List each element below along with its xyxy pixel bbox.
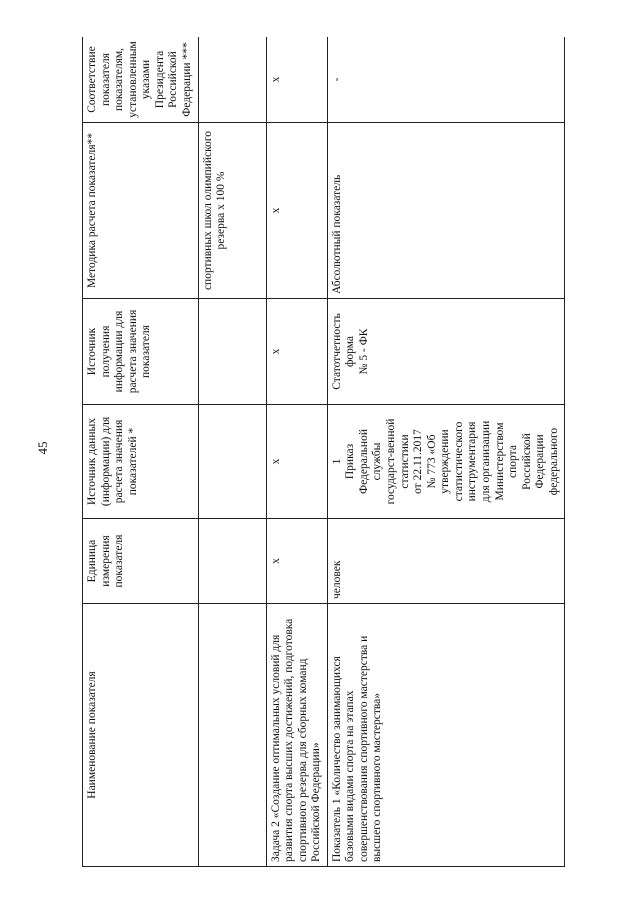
data-source-line: службы	[371, 442, 384, 481]
data-source-line: статистического	[452, 421, 465, 502]
data-source-line: Федерации	[534, 434, 547, 489]
data-source-line: статистики	[398, 434, 411, 489]
table-cell	[198, 604, 266, 867]
table-cell	[198, 405, 266, 519]
indicator-unit-cell: человек	[327, 519, 565, 604]
task-compliance-cell: х	[266, 37, 327, 123]
table-cell	[198, 299, 266, 405]
table-header-row	[83, 37, 199, 867]
info-source-line: форма	[344, 335, 357, 368]
data-source-line: № 773 «Об	[425, 434, 438, 489]
data-source-line: Приказ	[344, 443, 357, 480]
table-cell	[198, 37, 266, 123]
indicator-data-source-cell	[327, 405, 565, 519]
rotated-table-container	[82, 37, 588, 867]
data-source-line: спорта	[507, 445, 520, 478]
data-source-line: федерального	[547, 427, 560, 496]
header-compliance: Соответствие показателя показателям, установленным указами Президента Российской Федерации ***	[83, 37, 199, 123]
task-methodology-cell: х	[266, 123, 327, 299]
data-source-line: Министерством	[493, 422, 506, 501]
table-row	[198, 37, 266, 867]
data-source-line: Федеральной	[357, 429, 370, 494]
header-indicator-name: Наименование показателя	[83, 604, 199, 867]
indicator-methodology-cell: Абсолютный показатель	[327, 123, 565, 299]
data-source-line: Российской	[520, 433, 533, 490]
info-source-line: Статотчетность	[330, 313, 343, 390]
table-row	[266, 37, 327, 867]
header-info-source: Источник получения информации для расчета значения показателя	[83, 299, 199, 405]
data-source-line: государст-венной	[385, 418, 397, 505]
task-name-cell: Задача 2 «Создание оптимальных условий для развития спорта высших достижений, подготовка спортивного резерва для сборных команд Российской Федерации»	[266, 604, 327, 867]
indicator-info-source-cell	[327, 299, 565, 405]
header-methodology: Методика расчета показателя**	[83, 123, 199, 299]
header-unit: Единица измерения показателя	[83, 519, 199, 604]
methodology-continuation-cell: спортивных школ олимпийского резерва х 100 %	[198, 123, 266, 299]
task-data-source-cell: х	[266, 405, 327, 519]
indicators-table	[82, 37, 565, 867]
data-source-line: инструментария	[466, 421, 479, 502]
data-source-line: от 22.11.2017	[412, 429, 425, 494]
table-row	[327, 37, 565, 867]
data-source-number: 1	[330, 458, 343, 465]
table-cell	[198, 519, 266, 604]
info-source-line: № 5 - ФК	[357, 328, 370, 375]
data-source-line: для организации	[479, 420, 492, 503]
indicator-name-cell: Показатель 1 «Количество занимающихся базовыми видами спорта на этапах совершенствования спортивного мастерства и высшего спортивного мастерства»	[327, 604, 565, 867]
data-source-line: утверждении	[439, 429, 452, 494]
task-unit-cell: х	[266, 519, 327, 604]
rotated-table-frame	[82, 37, 588, 867]
page-number: 45	[35, 441, 50, 455]
indicator-compliance-cell: -	[327, 37, 565, 123]
header-data-source: Источник данных (информации) для расчета значения показателей *	[83, 405, 199, 519]
task-info-source-cell: х	[266, 299, 327, 405]
